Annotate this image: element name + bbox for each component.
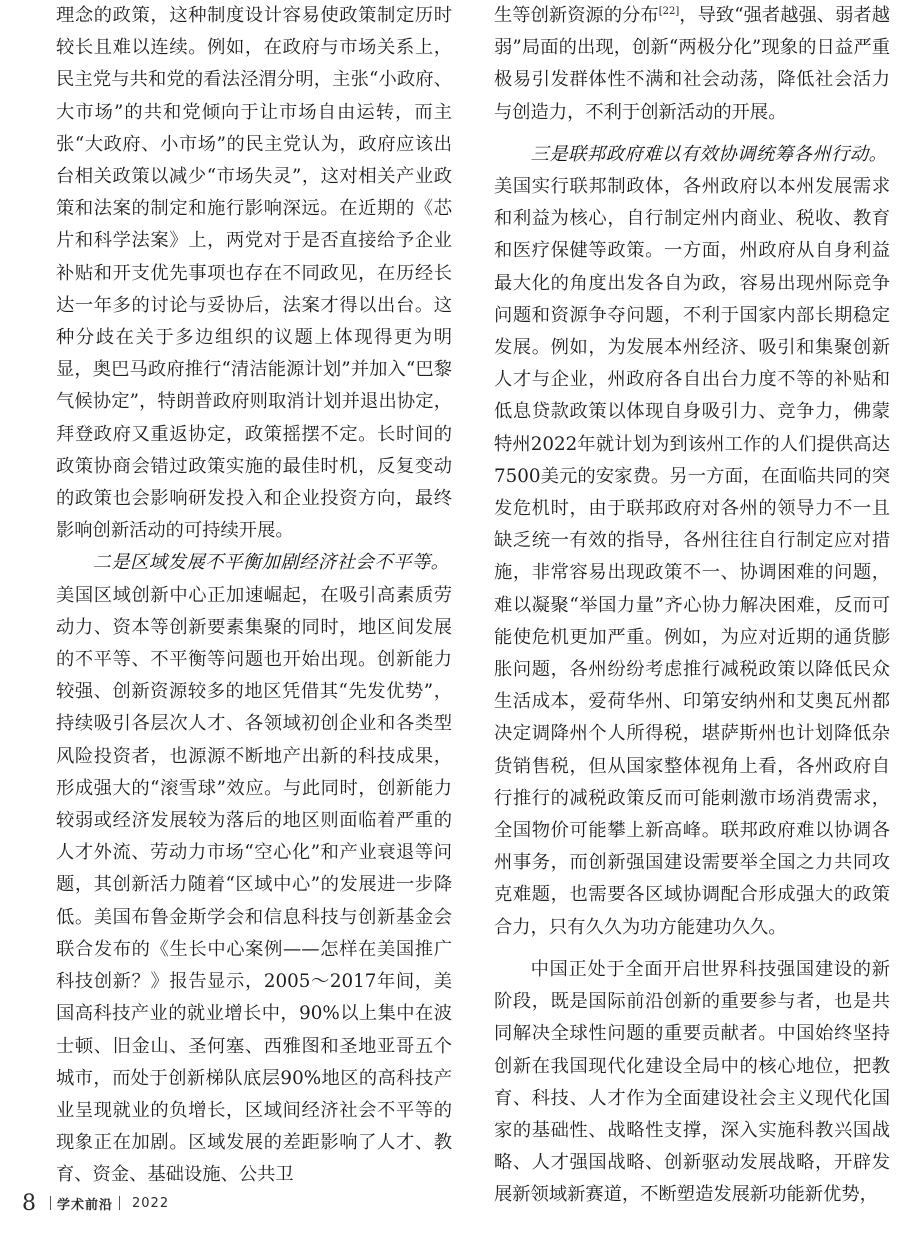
page-number: 8 — [22, 1190, 36, 1216]
citation-marker: [22] — [658, 5, 680, 17]
footer-divider — [119, 1196, 120, 1210]
paragraph-regional-imbalance: 美国区域创新中心正加速崛起，在吸引高素质劳动力、资本等创新要素集聚的同时，地区间发展的不平等、不平衡等问题也开始出现。创新能力较强、创新资源较多的地区凭借其“先发优势”，持续吸引各层次人才、各领域初创企业和各类型风险投资者，也源源不断地产出新的科技成果，形成强大的“滚雪球”效应。与此同时，创新能力较弱或经济发展较为落后的地区则面临着严重的人才外流、劳动力市场“空心化”和产业衰退等问题，其创新活力随着“区域中心”的发展进一步降低。美国布鲁金斯学会和信息科技与创新基金会联合发布的《生长中心案例——怎样在美国推广科技创新？》报告显示，2005～2017年间，美国高科技产业的就业增长中，90%以上集中在波士顿、旧金山、圣何塞、西雅图和圣地亚哥五个城市，而处于创新梯队底层90%地区的高科技产业呈现就业的负增长，区域间经济社会不平等的现象正在加剧。区域发展的差距影响了人才、教育、资金、基础设施、公共卫 — [56, 584, 452, 1186]
paragraph-federal-coordination: 美国实行联邦制政体，各州政府以本州发展需求和利益为核心，自行制定州内商业、税收、教育和医疗保健等政策。一方面，州政府从自身利益最大化的角度出发各自为政，容易出现州际竞争问题和资源争夺问题，不利于国家内部长期稳定发展。例如，为发展本州经济、吸引和集聚创新人才与企业，州政府各自出台力度不等的补贴和低息贷款政策以体现自身吸引力、竞争力，佛蒙特州2022年就计划为到该州工作的人们提供高达7500美元的安家费。另一方面，在面临共同的突发危机时，由于联邦政府对各州的领导力不一且缺乏统一有效的指导，各州往往自行制定应对措施，非常容易出现政策不一、协调困难的问题，难以凝聚“举国力量”齐心协力解决困难，反而可能使危机更加严重。例如，为应对近期的通货膨胀问题，各州纷纷考虑推行减税政策以降低民众生活成本，爱荷华州、印第安纳州和艾奥瓦州都决定调降州个人所得税，堪萨斯州也计划降低杂货销售税，但从国家整体视角上看，各州政府自行推行的减税政策反而可能刺激市场消费需求，全国物价可能攀上新高峰。联邦政府难以协调各州事务，而创新强国建设需要举全国之力共同攻克难题，也需要各区域协调配合形成强大的政策合力，只有久久为功方能建功久久。 — [494, 176, 890, 938]
paragraph-policy-instability: 理念的政策，这种制度设计容易使政策制定历时较长且难以连续。例如，在政府与市场关系上，民主党与共和党的看法泾渭分明，主张“小政府、大市场”的共和党倾向于让市场自由运转，而主张“大政府、小市场”的民主党认为，政府应该出台相关政策以减少“市场失灵”，这对相关产业政策和法案的制定和施行影响深远。在近期的《芯片和科学法案》上，两党对于是否直接给予企业补贴和开支优先事项也存在不同政见，在历经长达一年多的讨论与妥协后，法案才得以出台。这种分歧在关于多边组织的议题上体现得更为明显，奥巴马政府推行“清洁能源计划”并加入“巴黎气候协定”，特朗普政府则取消计划并退出协定，拜登政府又重返协定，政策摇摆不定。长时间的政策协商会错过政策实施的最佳时机，反复变动的政策也会影响研发投入和企业投资方向，最终影响创新活动的可持续开展。 — [56, 5, 452, 542]
right-column — [494, 0, 890, 1212]
paragraph-china-innovation: 中国正处于全面开启世界科技强国建设的新阶段，既是国际前沿创新的重要参与者，也是共同解决全球性问题的重要贡献者。中国始终坚持创新在我国现代化建设全局中的核心地位，把教育、科技、人才作为全面建设社会主义现代化国家的基础性、战略性支撑，深入实施科教兴国战略、人才强国战略、创新驱动发展战略，开辟发展新领域新赛道，不断塑造发展新功能新优势， — [494, 958, 890, 1206]
publication-year: 2022 — [132, 1195, 170, 1211]
section-heading-regional-imbalance: 二是区域发展不平衡加剧经济社会不平等。 — [92, 552, 450, 574]
page-footer — [22, 1188, 169, 1218]
paragraph-text: 生等创新资源的分布 — [494, 5, 659, 26]
paragraph-innovation-polarization — [494, 0, 890, 129]
footer-divider — [50, 1196, 51, 1210]
paragraph-text: ，导致“强者越强、弱者越弱”局面的出现，创新“两极分化”现象的日益严重极易引发群体性不满和社会动荡，降低社会活力与创造力，不利于创新活动的开展。 — [494, 5, 890, 123]
section-heading-federal-coordination: 三是联邦政府难以有效协调统筹各州行动。 — [530, 143, 888, 165]
left-column — [56, 0, 452, 1192]
journal-name: 学术前沿 — [57, 1197, 114, 1213]
